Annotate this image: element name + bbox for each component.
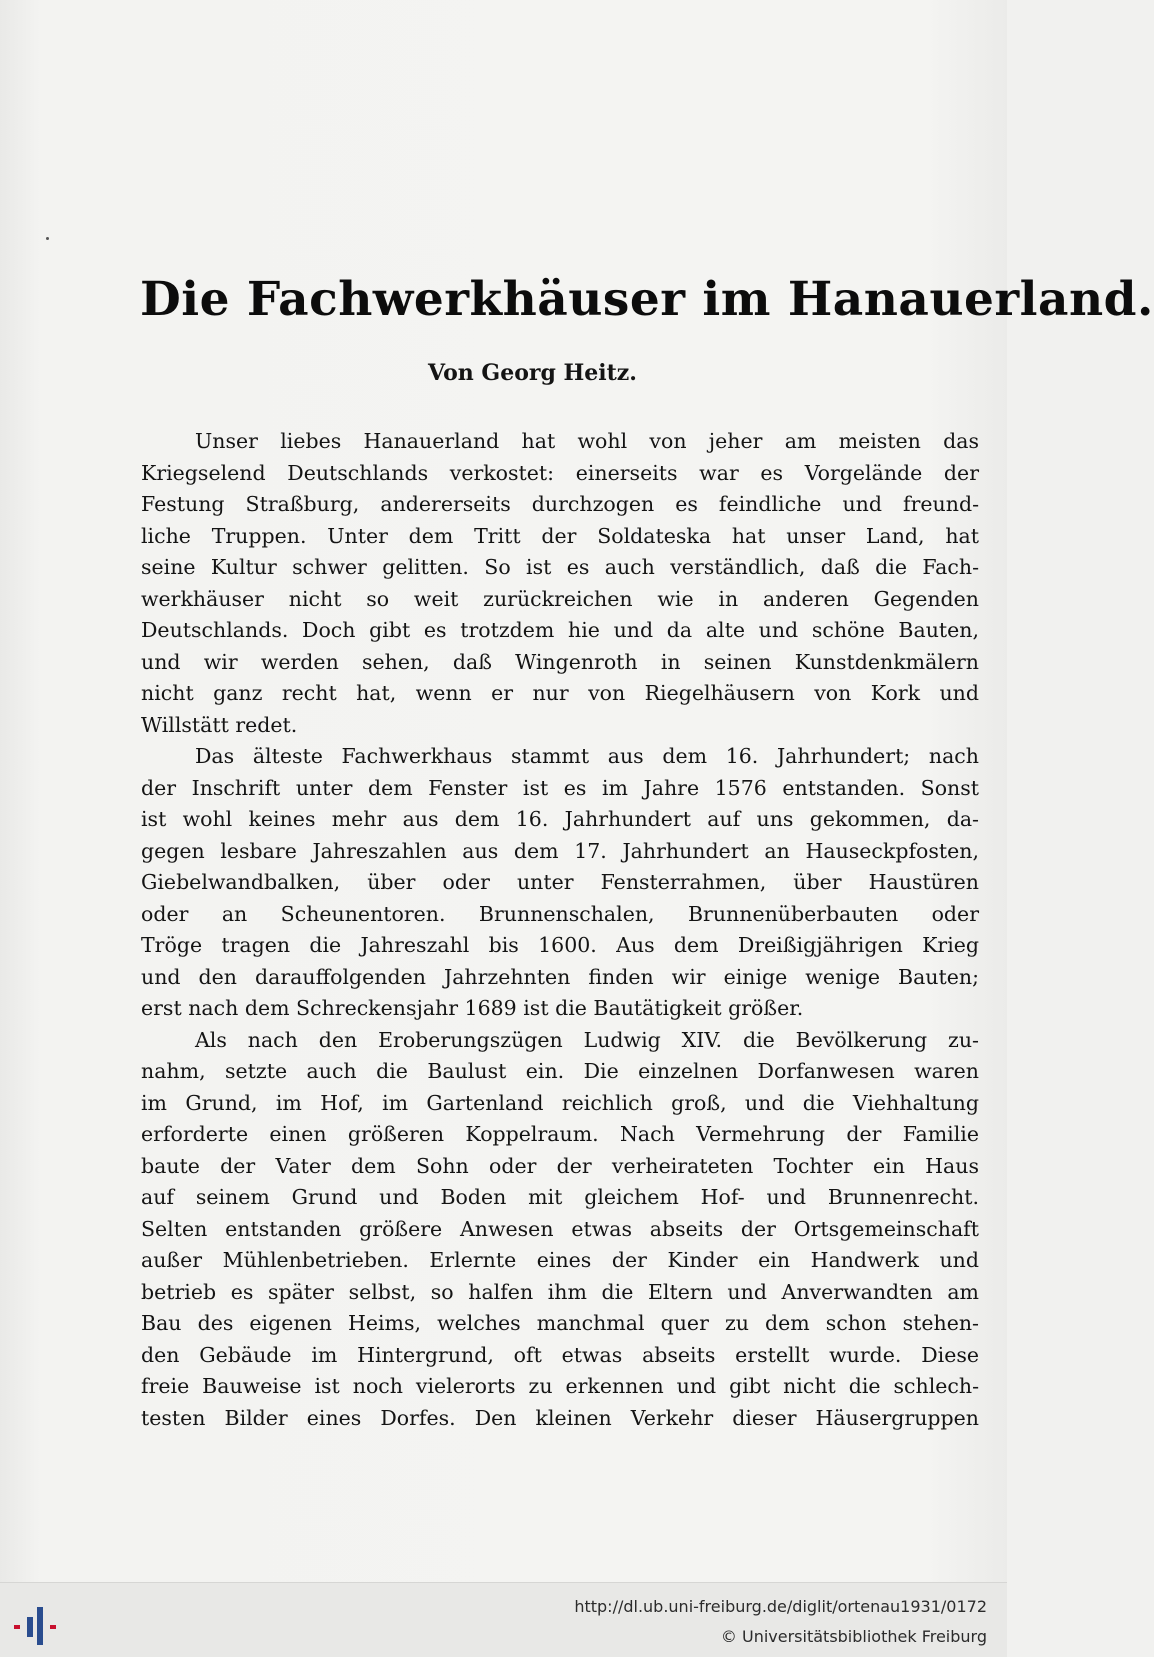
text-line: liche Truppen. Unter dem Tritt der Soldateska hat unser Land, hat (141, 523, 979, 548)
text-line: baute der Vater dem Sohn oder der verheirateten Tochter ein Haus (141, 1153, 979, 1178)
text-line: werkhäuser nicht so weit zurückreichen wie in anderen Gegenden (141, 586, 979, 611)
text-line: auf seinem Grund und Boden mit gleichem Hof- und Brunnenrecht. (141, 1185, 979, 1209)
permalink-url[interactable]: http://dl.ub.uni-freiburg.de/diglit/ortenau1931/0172 (574, 1597, 987, 1616)
text-line: und wir werden sehen, daß Wingenroth in seinen Kunstdenkmälern (141, 649, 979, 674)
text-line: freie Bauweise ist noch vielerorts zu erkennen und gibt nicht die schlech- (141, 1374, 979, 1398)
text-line: oder an Scheunentoren. Brunnenschalen, Brunnenüberbauten oder (141, 901, 979, 926)
text-line: außer Mühlenbetrieben. Erlernte eines der Kinder ein Handwerk und (141, 1248, 979, 1272)
text-line: betrieb es später selbst, so halfen ihm die Eltern und Anverwandten am (141, 1279, 979, 1304)
text-line: ist wohl keines mehr aus dem 16. Jahrhundert auf uns gekommen, da- (141, 807, 979, 831)
text-line: Als nach den Eroberungszügen Ludwig XIV. die Bevölkerung zu- (195, 1027, 979, 1052)
text-line: seine Kultur schwer gelitten. So ist es auch verständlich, daß die Fach- (141, 555, 979, 579)
article-author: Von Georg Heitz. (428, 360, 637, 386)
text-line: Giebelwandbalken, über oder unter Fensterrahmen, über Haustüren (141, 870, 979, 894)
text-line: erst nach dem Schreckensjahr 1689 ist die Bautätigkeit größer. (141, 996, 804, 1020)
text-line: testen Bilder eines Dorfes. Den kleinen Verkehr dieser Häusergruppen (141, 1405, 979, 1430)
text-line: gegen lesbare Jahreszahlen aus dem 17. Jahrhundert an Hauseckpfosten, (141, 838, 979, 863)
text-line: Unser liebes Hanauerland hat wohl von jeher am meisten das (195, 429, 979, 453)
text-line: Tröge tragen die Jahreszahl bis 1600. Aus dem Dreißigjährigen Krieg (141, 933, 979, 957)
dust-speck (46, 237, 49, 240)
text-line: Festung Straßburg, andererseits durchzogen es feindliche und freund- (141, 492, 979, 516)
text-line: im Grund, im Hof, im Gartenland reichlich groß, und die Viehhaltung (141, 1090, 979, 1115)
text-line: Kriegselend Deutschlands verkostet: einerseits war es Vorgelände der (141, 460, 979, 485)
text-line: Willstätt redet. (141, 712, 298, 737)
text-line: nicht ganz recht hat, wenn er nur von Riegelhäusern von Kork und (141, 681, 979, 705)
text-line: Deutschlands. Doch gibt es trotzdem hie und da alte und schöne Bauten, (141, 618, 979, 642)
text-line: Das älteste Fachwerkhaus stammt aus dem 16. Jahrhundert; nach (195, 744, 979, 768)
article-body (141, 426, 979, 1434)
text-line: den Gebäude im Hintergrund, oft etwas abseits erstellt wurde. Diese (141, 1342, 979, 1367)
viewer-footer (0, 1582, 1007, 1657)
text-line: erforderte einen größeren Koppelraum. Nach Vermehrung der Familie (141, 1122, 979, 1146)
text-line: nahm, setzte auch die Baulust ein. Die einzelnen Dorfanwesen waren (141, 1059, 979, 1083)
text-line: Bau des eigenen Heims, welches manchmal quer zu dem schon stehen- (141, 1311, 979, 1335)
copyright-notice: © Universitätsbibliothek Freiburg (720, 1627, 987, 1646)
text-line: und den darauffolgenden Jahrzehnten finden wir einige wenige Bauten; (141, 964, 979, 989)
text-line: Selten entstanden größere Anwesen etwas abseits der Ortsgemeinschaft (141, 1216, 979, 1241)
text-line: der Inschrift unter dem Fenster ist es im Jahre 1576 entstanden. Sonst (141, 775, 979, 800)
library-logo-icon (10, 1603, 66, 1647)
article-title: Die Fachwerkhäuser im Hanauerland. (140, 272, 1154, 327)
